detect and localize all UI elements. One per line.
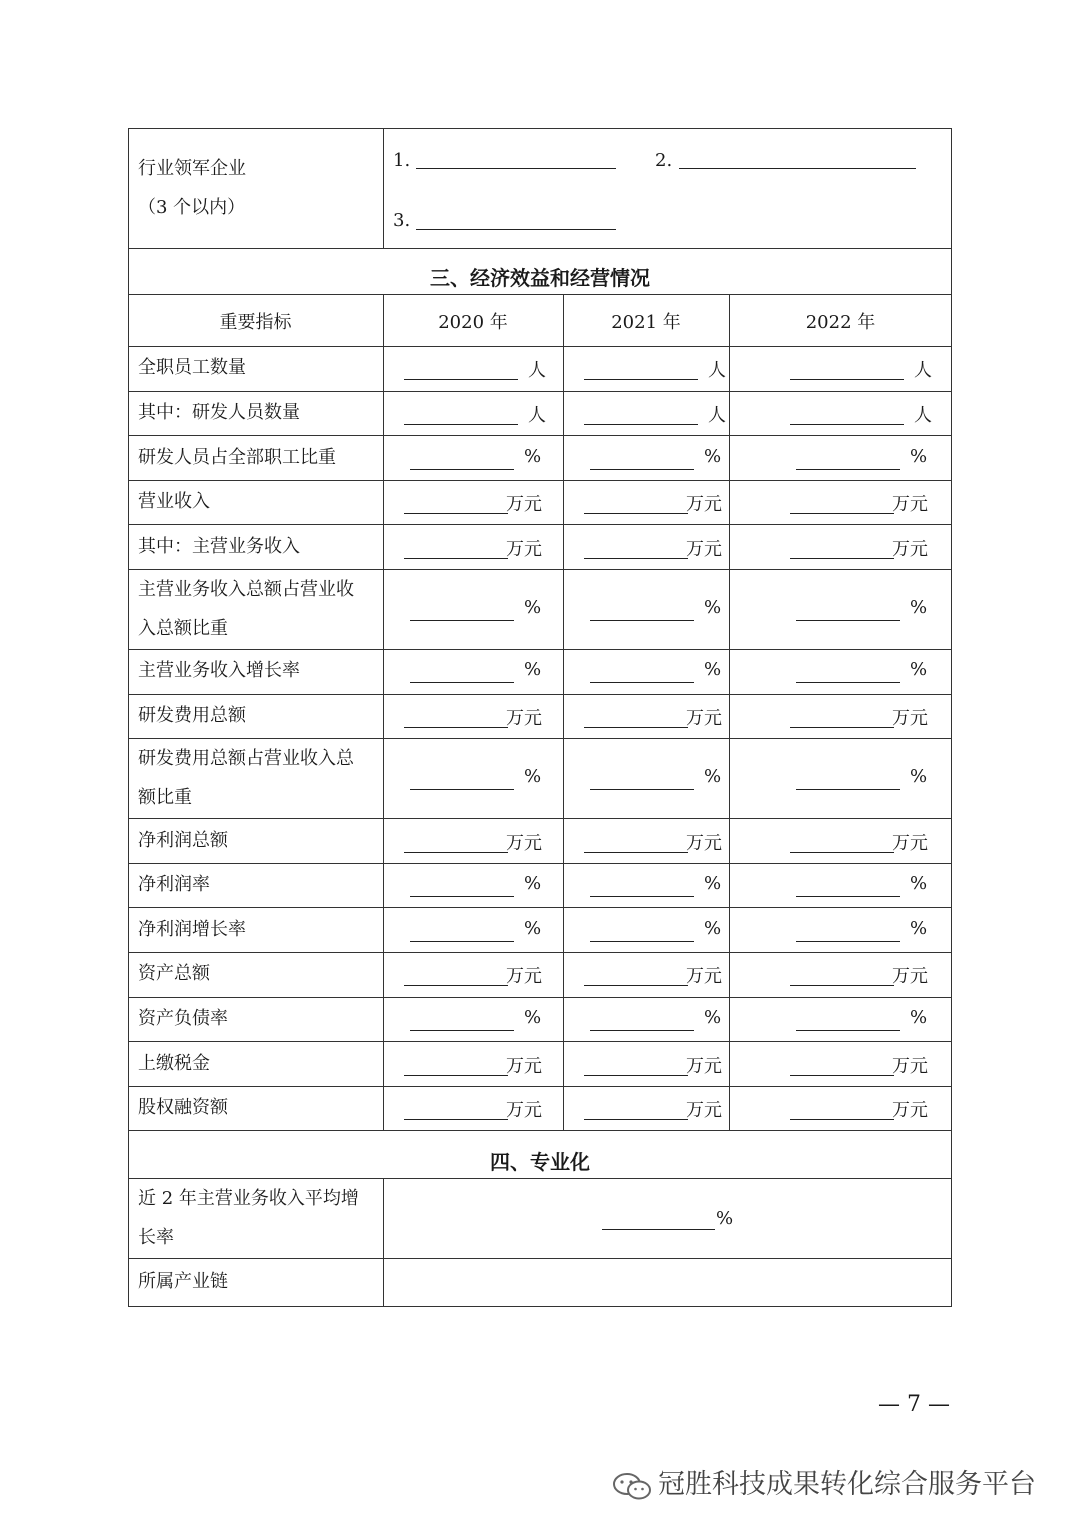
value-field-0[interactable] [404, 985, 508, 986]
value-field-2[interactable] [790, 1075, 894, 1076]
chain-label: 所属产业链 [138, 1271, 228, 1292]
indicator-label: 净利润增长率 [138, 918, 246, 940]
leader-3-field[interactable] [416, 229, 616, 230]
unit-label: 人 [914, 404, 932, 426]
indicator-label: 额比重 [138, 787, 192, 809]
unit-label: % [910, 873, 928, 895]
unit-label: 万元 [686, 832, 722, 854]
value-field-0[interactable] [404, 1075, 508, 1076]
unit-label: 人 [914, 360, 932, 382]
value-field-2[interactable] [796, 469, 900, 470]
section4-title: 四、专业化 [490, 1150, 590, 1174]
indicator-label: 资产负债率 [138, 1007, 228, 1029]
unit-label: 万元 [506, 538, 542, 560]
value-field-1[interactable] [584, 1119, 688, 1120]
unit-label: 万元 [892, 707, 928, 729]
row-divider [128, 907, 952, 908]
leader-3-number: 3. [393, 210, 411, 231]
row-divider [128, 997, 952, 998]
row-divider [128, 294, 952, 295]
value-field-2[interactable] [790, 558, 894, 559]
unit-label: 万元 [506, 966, 542, 988]
unit-label: % [704, 659, 722, 681]
row-divider [128, 738, 952, 739]
indicator-label: 上缴税金 [138, 1052, 210, 1074]
row-divider [128, 480, 952, 481]
value-field-0[interactable] [404, 1119, 508, 1120]
row-divider [128, 346, 952, 347]
growth-label-line2: 长率 [138, 1227, 174, 1248]
value-field-1[interactable] [590, 1030, 694, 1031]
unit-label: % [704, 766, 722, 788]
unit-label: % [524, 873, 542, 895]
row-divider [128, 952, 952, 953]
value-field-2[interactable] [796, 896, 900, 897]
value-field-0[interactable] [404, 424, 518, 425]
row-divider [128, 248, 952, 249]
value-field-0[interactable] [410, 469, 514, 470]
leader-2-number: 2. [655, 150, 673, 171]
unit-label: % [910, 659, 928, 681]
indicators-header: 重要指标 [219, 312, 292, 333]
value-field-2[interactable] [790, 727, 894, 728]
value-field-1[interactable] [584, 424, 698, 425]
value-field-1[interactable] [590, 469, 694, 470]
unit-label: 万元 [892, 494, 928, 516]
year-header-1: 2021 年 [611, 312, 681, 333]
leader-1-field[interactable] [416, 168, 616, 169]
row-divider [128, 694, 952, 695]
indicator-label: 营业收入 [138, 491, 210, 513]
indicator-label: 主营业务收入总额占营业收 [138, 579, 354, 600]
value-field-0[interactable] [404, 727, 508, 728]
row-divider [128, 435, 952, 436]
unit-label: % [704, 1006, 722, 1028]
chain-field[interactable] [385, 1260, 950, 1305]
unit-label: % [704, 873, 722, 895]
unit-label: 人 [708, 404, 726, 426]
indicator-label: 其中：主营业务收入 [138, 535, 300, 557]
value-field-0[interactable] [410, 682, 514, 683]
unit-label: 万元 [686, 707, 722, 729]
leader-2-field[interactable] [679, 168, 916, 169]
value-field-1[interactable] [584, 558, 688, 559]
row-divider [128, 1258, 952, 1259]
indicator-label: 全职员工数量 [138, 357, 246, 379]
value-field-1[interactable] [590, 620, 694, 621]
indicator-label: 净利润总额 [138, 829, 228, 851]
row-divider [128, 569, 952, 570]
growth-field[interactable] [602, 1229, 715, 1230]
value-field-1[interactable] [590, 941, 694, 942]
value-field-2[interactable] [790, 985, 894, 986]
column-divider [729, 294, 730, 1130]
leaders-divider [383, 128, 384, 249]
value-field-2[interactable] [790, 513, 894, 514]
value-field-0[interactable] [404, 379, 518, 380]
unit-label: 万元 [506, 832, 542, 854]
value-field-1[interactable] [584, 727, 688, 728]
unit-label: 万元 [892, 1100, 928, 1122]
watermark [612, 1462, 1036, 1501]
indicator-label: 主营业务收入增长率 [138, 660, 300, 682]
value-field-2[interactable] [790, 852, 894, 853]
unit-label: % [910, 766, 928, 788]
unit-label: 万元 [892, 832, 928, 854]
wechat-icon [612, 1471, 652, 1501]
value-field-1[interactable] [584, 513, 688, 514]
unit-label: % [524, 597, 542, 618]
value-field-0[interactable] [410, 620, 514, 621]
value-field-1[interactable] [584, 1075, 688, 1076]
year-header-2: 2022 年 [805, 312, 876, 333]
unit-label: % [704, 917, 722, 939]
value-field-2[interactable] [796, 620, 900, 621]
unit-label: % [910, 597, 928, 618]
section4-divider [383, 1178, 384, 1307]
value-field-1[interactable] [584, 985, 688, 986]
indicator-label: 研发费用总额占营业收入总 [138, 748, 354, 770]
indicator-label: 研发人员占全部职工比重 [138, 446, 336, 468]
unit-label: % [524, 766, 542, 788]
value-field-2[interactable] [790, 1119, 894, 1120]
value-field-2[interactable] [790, 424, 904, 425]
value-field-2[interactable] [796, 941, 900, 942]
unit-label: % [704, 445, 722, 467]
indicator-label: 资产总额 [138, 963, 210, 985]
value-field-2[interactable] [790, 379, 904, 380]
row-divider [128, 818, 952, 819]
unit-label: 万元 [686, 494, 722, 516]
indicator-label: 股权融资额 [138, 1097, 228, 1119]
indicator-label: 研发费用总额 [138, 704, 246, 726]
page-number: — 7 — [878, 1392, 950, 1417]
unit-label: 万元 [892, 966, 928, 988]
row-divider [128, 863, 952, 864]
value-field-1[interactable] [590, 789, 694, 790]
indicator-label: 净利润率 [138, 874, 210, 896]
unit-label: % [524, 917, 542, 939]
growth-label-line1: 近 2 年主营业务收入平均增 [138, 1188, 359, 1209]
unit-label: 人 [708, 360, 726, 382]
value-field-0[interactable] [404, 513, 508, 514]
value-field-0[interactable] [410, 941, 514, 942]
unit-label: % [910, 445, 928, 467]
unit-label: 万元 [892, 1055, 928, 1077]
unit-label: % [704, 597, 722, 618]
unit-label: 万元 [892, 538, 928, 560]
year-header-0: 2020 年 [438, 312, 508, 333]
unit-label: % [524, 659, 542, 681]
unit-label: 万元 [686, 1055, 722, 1077]
indicator-label: 入总额比重 [138, 618, 228, 639]
row-divider [128, 524, 952, 525]
leaders-label-line1: 行业领军企业 [138, 158, 246, 179]
unit-label: % [524, 445, 542, 467]
unit-label: % [910, 1006, 928, 1028]
row-divider [128, 1041, 952, 1042]
value-field-1[interactable] [590, 896, 694, 897]
value-field-1[interactable] [590, 682, 694, 683]
row-divider [128, 391, 952, 392]
value-field-0[interactable] [410, 1030, 514, 1031]
value-field-0[interactable] [404, 852, 508, 853]
leaders-label-line2: （3 个以内） [138, 197, 246, 218]
value-field-2[interactable] [796, 789, 900, 790]
unit-label: 万元 [506, 1100, 542, 1122]
unit-label: % [524, 1006, 542, 1028]
value-field-1[interactable] [584, 379, 698, 380]
column-divider [563, 294, 564, 1130]
unit-label: 万元 [506, 1055, 542, 1077]
unit-label: 万元 [686, 966, 722, 988]
unit-label: 万元 [686, 1100, 722, 1122]
value-field-1[interactable] [584, 852, 688, 853]
unit-label: 万元 [506, 494, 542, 516]
section3-title: 三、经济效益和经营情况 [430, 266, 650, 290]
column-divider [383, 294, 384, 1130]
value-field-0[interactable] [410, 789, 514, 790]
unit-label: 万元 [686, 538, 722, 560]
row-divider [128, 1086, 952, 1087]
row-divider [128, 1178, 952, 1179]
value-field-2[interactable] [796, 682, 900, 683]
value-field-0[interactable] [404, 558, 508, 559]
unit-label: % [910, 917, 928, 939]
row-divider [128, 1130, 952, 1131]
unit-label: 人 [528, 360, 546, 382]
indicator-label: 其中：研发人员数量 [138, 401, 300, 423]
value-field-0[interactable] [410, 896, 514, 897]
value-field-2[interactable] [796, 1030, 900, 1031]
watermark-text: 冠胜科技成果转化综合服务平台 [658, 1469, 1036, 1500]
leader-1-number: 1. [393, 150, 411, 171]
row-divider [128, 649, 952, 650]
unit-label: 人 [528, 404, 546, 426]
growth-unit: % [716, 1208, 734, 1229]
unit-label: 万元 [506, 707, 542, 729]
